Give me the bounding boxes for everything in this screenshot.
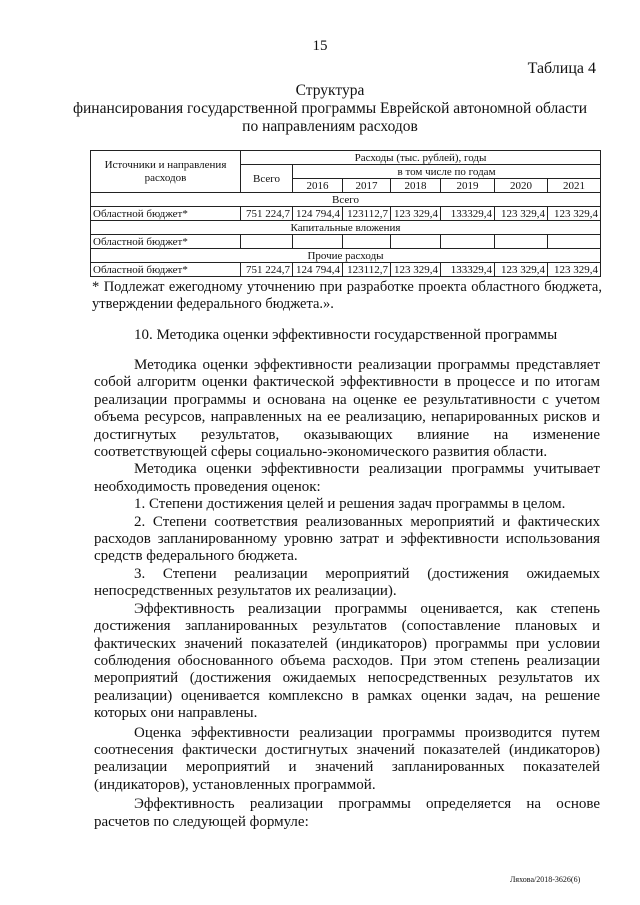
paragraph: Методика оценки эффективности реализации программы представляет собой алгоритм оценки фактической эффективности в процессе и по итогам реализации программы и основана на оценке ее результативности с учетом объема ресурсов, направленных на ее реализацию, непарированных рисков и достигнутых результатов, оказывающих влияние на изменение соответствующей сферы социально-экономического развития области.: [94, 357, 600, 461]
paragraph: Эффективность реализации программы оценивается, как степень достижения запланированных результатов (сопоставление плановых и фактических значений показателей (индикаторов) программы при условии соблюдения обоснованного объема расходов. При этом степень реализации мероприятий (достижения ожидаемых непосредственных результатов их реализации) оценивается комплексно в рамках оценки задач, на решение которых они направлены.: [94, 600, 600, 722]
value-cell: 124 794,4: [293, 207, 343, 221]
paragraph: Эффективность реализации программы определяется на основе расчетов по следующей формуле:: [94, 796, 600, 830]
value-cell: [241, 235, 293, 249]
table-row: [91, 235, 601, 249]
value-cell: 751 224,7: [241, 263, 293, 277]
table-title: [60, 82, 600, 136]
header-by-year: в том числе по годам: [293, 165, 601, 179]
header-expenses: Расходы (тыс. рублей), годы: [241, 151, 601, 165]
value-cell: 124 794,4: [293, 263, 343, 277]
footnote: * Подлежат ежегодному уточнению при разработке проекта областного бюджета, утверждении федерального бюджета.».: [92, 279, 602, 312]
value-cell: [495, 235, 548, 249]
value-cell: 123 329,4: [495, 263, 548, 277]
value-cell: [343, 235, 391, 249]
source-cell: Областной бюджет*: [91, 207, 241, 221]
body-text: [94, 357, 600, 831]
year-header: 2020: [495, 179, 548, 193]
paragraph: 3. Степени реализации мероприятий (достижения ожидаемых непосредственных результатов их реализации).: [94, 565, 600, 600]
source-cell: Областной бюджет*: [91, 263, 241, 277]
value-cell: 751 224,7: [241, 207, 293, 221]
value-cell: [548, 235, 601, 249]
title-line-2: финансирования государственной программы Еврейской автономной области: [72, 100, 588, 117]
paragraph: Оценка эффективности реализации программы производится путем соотнесения фактически достигнутых значений показателей (индикаторов) реализации мероприятий и значений запланированных показателей (индикаторов), установленных программой.: [94, 724, 600, 793]
value-cell: [391, 235, 441, 249]
table-row: [91, 263, 601, 277]
section-title: Капитальные вложения: [91, 221, 601, 235]
value-cell: 133329,4: [441, 263, 495, 277]
value-cell: 133329,4: [441, 207, 495, 221]
year-header: 2019: [441, 179, 495, 193]
title-line-3: по направлениям расходов: [242, 118, 418, 135]
paragraph: 2. Степени соответствия реализованных мероприятий и фактических расходов запланированному уровню затрат и эффективности использования средств федерального бюджета.: [94, 513, 600, 565]
document-reference: Ляхова/2018-3626(6): [510, 875, 581, 884]
section-title: Прочие расходы: [91, 249, 601, 263]
section-title: Всего: [91, 193, 601, 207]
page-number: 15: [312, 38, 328, 54]
section-heading: 10. Методика оценки эффективности государственной программы: [134, 327, 558, 343]
value-cell: 123112,7: [343, 263, 391, 277]
header-sources: Источники и направления расходов: [91, 151, 241, 193]
value-cell: [441, 235, 495, 249]
year-header: 2018: [391, 179, 441, 193]
paragraph: Методика оценки эффективности реализации программы учитывает необходимость проведения оценок:: [94, 461, 600, 495]
value-cell: 123 329,4: [548, 263, 601, 277]
value-cell: 123112,7: [343, 207, 391, 221]
title-line-1: Структура: [295, 82, 365, 99]
table-label: Таблица 4: [527, 60, 596, 77]
year-header: 2021: [548, 179, 601, 193]
value-cell: [293, 235, 343, 249]
source-cell: Областной бюджет*: [91, 235, 241, 249]
table-row: [91, 207, 601, 221]
header-total: Всего: [241, 165, 293, 193]
value-cell: 123 329,4: [495, 207, 548, 221]
value-cell: 123 329,4: [391, 207, 441, 221]
year-header: 2016: [293, 179, 343, 193]
value-cell: 123 329,4: [548, 207, 601, 221]
value-cell: 123 329,4: [391, 263, 441, 277]
paragraph: 1. Степени достижения целей и решения задач программы в целом.: [134, 496, 566, 513]
year-header: 2017: [343, 179, 391, 193]
financing-table: [90, 150, 601, 277]
